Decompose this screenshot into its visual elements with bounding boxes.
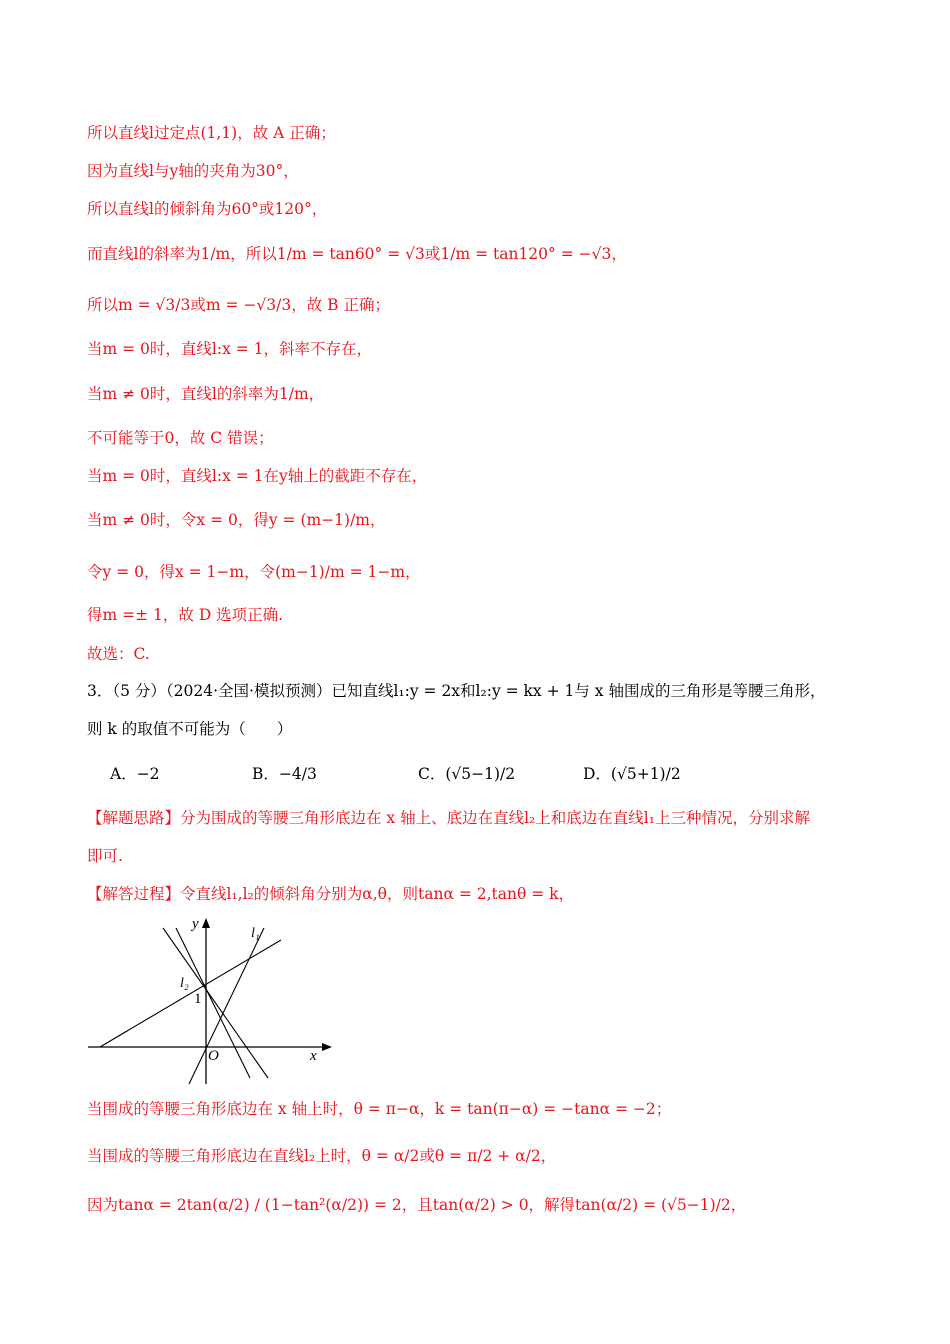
solution-line-2: 因为直线l与y轴的夹角为30°，	[87, 162, 299, 180]
solution-line-12: 得m =± 1，故 D 选项正确.	[87, 606, 284, 624]
origin-label: O	[208, 1048, 219, 1064]
l2-label: l₂	[180, 976, 189, 991]
coordinate-figure	[88, 910, 338, 1088]
y-axis-arrow	[202, 918, 210, 928]
solution-line-1: 所以直线l过定点(1,1)，故 A 正确；	[87, 124, 336, 142]
process-line-3: 当围成的等腰三角形底边在直线l₂上时，θ = α/2或θ = π/2 + α/2，	[87, 1147, 557, 1165]
solution-line-4: 而直线l的斜率为1/m，所以1/m = tan60° = √3或1/m = tan120° = −√3，	[87, 245, 627, 263]
solution-line-10: 当m ≠ 0时，令x = 0，得y = (m−1)/m，	[87, 511, 386, 529]
solution-line-8: 不可能等于0，故 C 错误；	[87, 429, 274, 447]
solution-line-13: 故选：C.	[87, 645, 150, 663]
process-line-2: 当围成的等腰三角形底边在 x 轴上时，θ = π−α，k = tan(π−α) = −tanα = −2；	[87, 1100, 672, 1118]
solution-line-6: 当m = 0时，直线l:x = 1，斜率不存在，	[87, 340, 373, 358]
solution-line-7: 当m ≠ 0时，直线l的斜率为1/m，	[87, 385, 325, 403]
x-axis-arrow	[322, 1043, 332, 1051]
process-line-4: 因为tanα = 2tan(α/2) / (1−tan²(α/2)) = 2，且tan(α/2) > 0，解得tan(α/2) = (√5−1)/2，	[87, 1196, 747, 1214]
y-axis-label: y	[192, 916, 199, 932]
question-line-2: 则 k 的取值不可能为（ ）	[87, 720, 293, 738]
analysis-line-2: 即可.	[87, 847, 123, 865]
solution-line-5: 所以m = √3/3或m = −√3/3，故 B 正确；	[87, 296, 390, 314]
option-d: D．(√5+1)/2	[583, 765, 681, 783]
question-line-1: 3．（5 分）（2024·全国·模拟预测）已知直线l₁:y = 2x和l₂:y = kx + 1与 x 轴围成的三角形是等腰三角形，	[87, 682, 826, 700]
x-axis-label: x	[310, 1048, 317, 1064]
intercept-label: 1	[194, 991, 202, 1007]
option-b: B．−4/3	[252, 765, 317, 783]
option-c: C．(√5−1)/2	[418, 765, 516, 783]
solution-line-11: 令y = 0，得x = 1−m，令(m−1)/m = 1−m，	[87, 563, 421, 581]
analysis-line-1: 【解题思路】分为围成的等腰三角形底边在 x 轴上、底边在直线l₂上和底边在直线l₁上三种情况，分别求解	[87, 809, 810, 827]
solution-line-3: 所以直线l的倾斜角为60°或120°，	[87, 200, 328, 218]
line-l2-rising	[100, 940, 281, 1047]
option-a: A．−2	[110, 765, 160, 783]
process-line-1: 【解答过程】令直线l₁,l₂的倾斜角分别为α,θ，则tanα = 2,tanθ = k，	[87, 885, 575, 903]
solution-line-9: 当m = 0时，直线l:x = 1在y轴上的截距不存在，	[87, 467, 428, 485]
l1-label: l₁	[251, 926, 260, 941]
